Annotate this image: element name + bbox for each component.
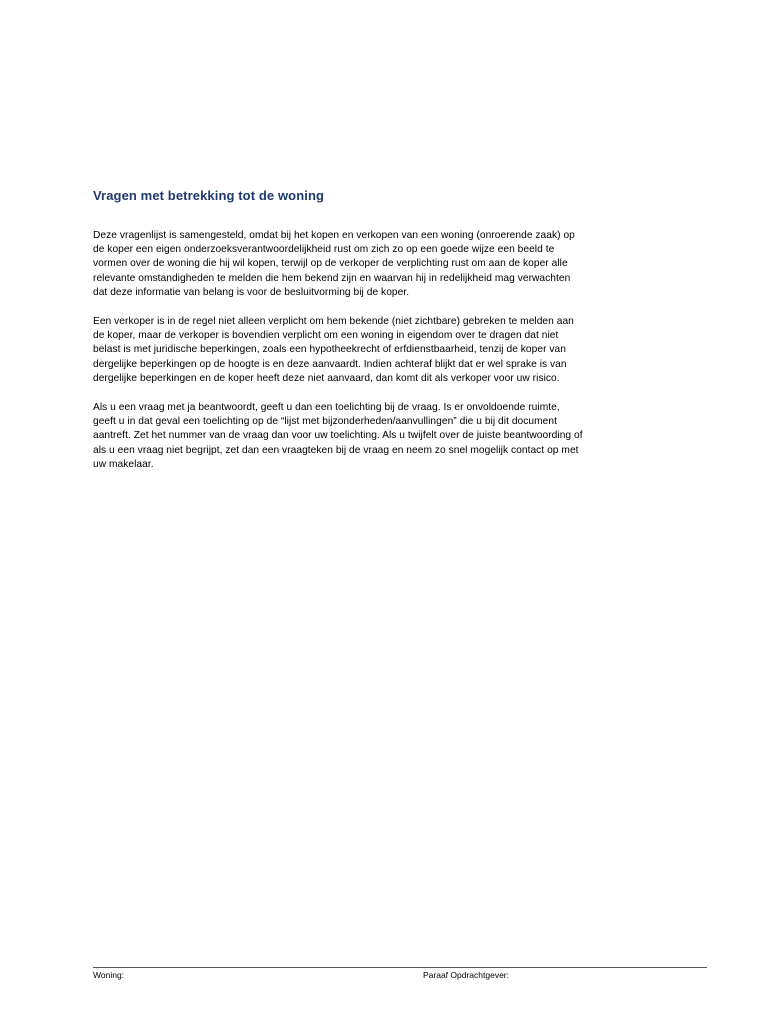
text-line: Als u een vraag met ja beantwoordt, geeft u dan een toelichting bij de vraag. Is er onvoldoende ruimte, [93,402,560,414]
text-line: dergelijke beperkingen op de hoogte is en deze aanvaardt. Indien achteraf blijkt dat er wel sprake is van [93,358,567,370]
text-line: de koper een eigen onderzoeksverantwoordelijkheid rust om zich zo op een goede wijze een beeld te [93,244,555,256]
text-line: uw makelaar. [93,458,154,470]
footer-paraaf-label: Paraaf Opdrachtgever: [423,970,509,980]
text-line: de koper, maar de verkoper is bovendien verplicht om een woning in eigendom over te dragen dat niet [93,330,559,342]
body-text [93,229,711,487]
text-line: als u een vraag niet begrijpt, zet dan een vraagteken bij de vraag en neem zo snel mogelijk contact op met [93,444,579,456]
text-line: dat deze informatie van belang is voor de besluitvorming bij de koper. [93,286,410,298]
text-line: belast is met juridische beperkingen, zoals een hypotheekrecht of erfdienstbaarheid, tenzij de koper van [93,344,566,356]
text-line: Deze vragenlijst is samengesteld, omdat bij het kopen en verkopen van een woning (onroerende zaak) op [93,230,575,241]
text-line: vormen over de woning die hij wil kopen, terwijl op de verkoper de verplichting rust om aan de koper alle [93,258,568,270]
text-line: Een verkoper is in de regel niet alleen verplicht om hem bekende (niet zichtbare) gebreken te melden aan [93,316,574,328]
section-heading: Vragen met betrekking tot de woning [93,188,325,203]
text-line: geeft u in dat geval een toelichting op de “lijst met bijzonderheden/aanvullingen” die u bij dit document [93,416,557,428]
footer-divider [93,967,707,968]
paragraph-instructions [93,401,711,472]
paragraph-seller-obligations [93,315,711,386]
text-line: relevante omstandigheden te melden die hem bekend zijn en waarvan hij in redelijkheid mag verwachten [93,272,571,284]
text-line: dergelijke beperkingen en de koper heeft deze niet aanvaard, dan komt dit als verkoper voor uw risico. [93,372,560,384]
footer-woning-label: Woning: [93,970,125,980]
paragraph-intro [93,229,711,300]
text-line: aantreft. Zet het nummer van de vraag dan voor uw toelichting. Als u twijfelt over de juiste beantwoording of [93,430,583,442]
